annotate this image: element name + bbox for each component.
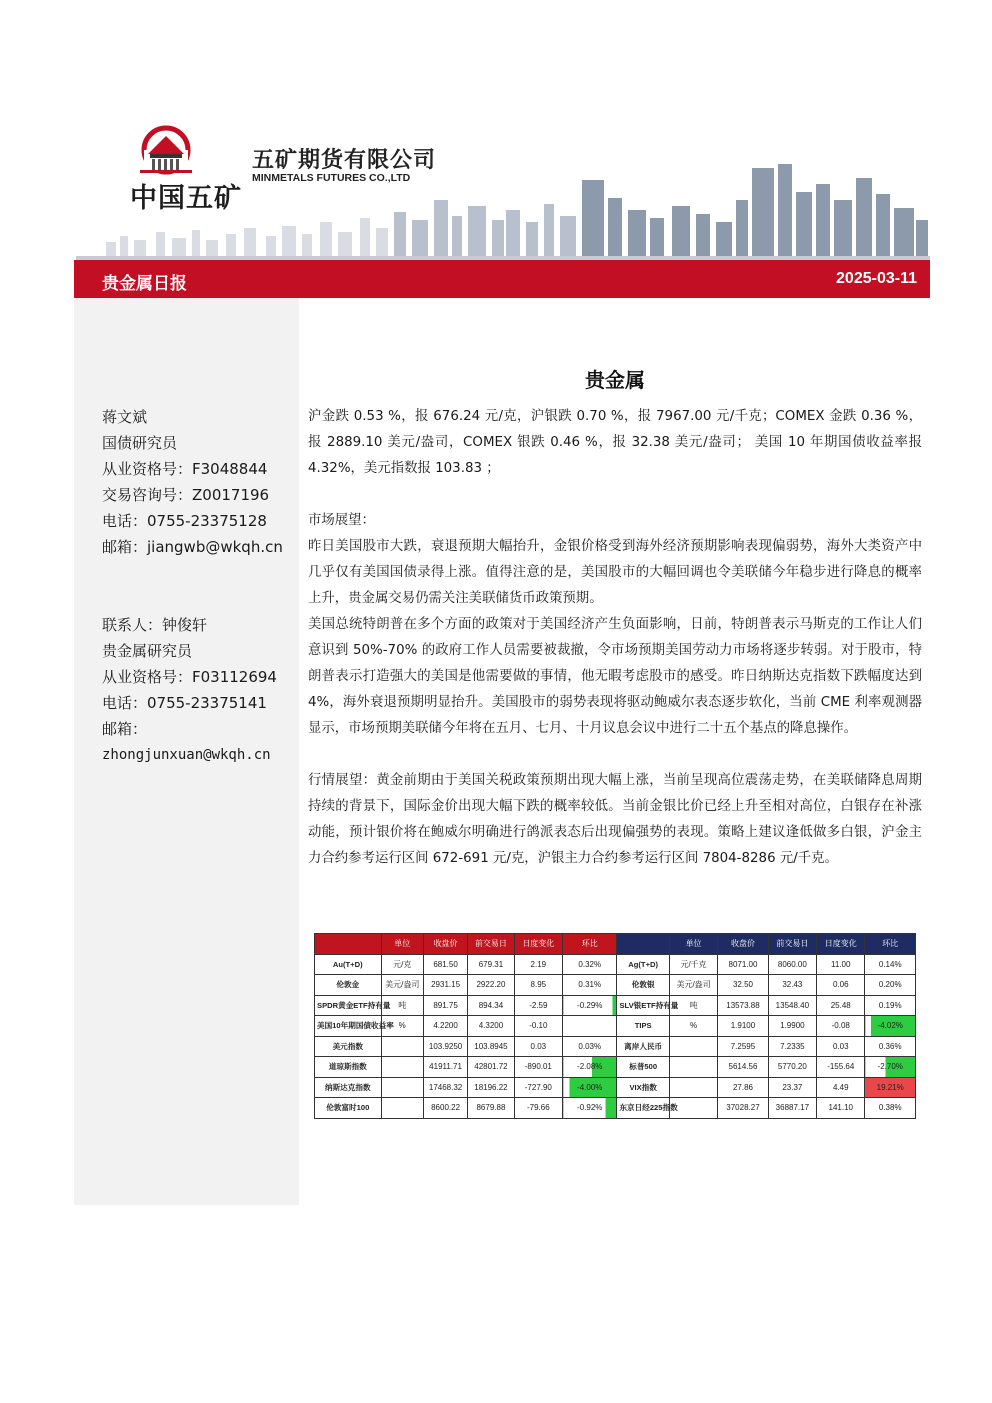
cell-change: 11.00 bbox=[817, 954, 865, 975]
cell-close: 17468.32 bbox=[423, 1077, 467, 1098]
header-blank-left bbox=[315, 934, 382, 955]
header-unit: 单位 bbox=[669, 934, 717, 955]
cell-change: -890.01 bbox=[514, 1057, 562, 1078]
cell-pct: 0.03% bbox=[563, 1036, 617, 1057]
report-banner bbox=[74, 260, 930, 298]
header-pct: 环比 bbox=[865, 934, 916, 955]
header-close: 收盘价 bbox=[718, 934, 768, 955]
paragraph-policy: 美国总统特朗普在多个方面的政策对于美国经济产生负面影响，日前，特朗普表示马斯克的工作让人们意识到 50%-70% 的政府工作人员需要被裁撤，令市场预期美国劳动力市场将逐步转弱。对于股市，特朗普表示打造强大的美国是他需要做的事情，他无暇考虑股市的感受。昨日纳斯达克指数下跌幅度达到 4%，海外衰退预期明显抬升。美国股市的弱势表现将驱动鲍威尔表态逐步软化，当前 CME 利率观测器显示，市场预期美联储今年将在五月、七月、十月议息会议中进行二十五个基点的降息操作。 bbox=[308, 617, 922, 736]
company-name-en: MINMETALS FUTURES CO.,LTD bbox=[252, 172, 411, 184]
header-change: 日度变化 bbox=[817, 934, 865, 955]
table-row bbox=[315, 1077, 916, 1098]
table-row bbox=[315, 1036, 916, 1057]
cell-pct: -2.70% bbox=[865, 1057, 916, 1078]
table-row bbox=[315, 1098, 916, 1119]
table-row bbox=[315, 975, 916, 996]
analyst-name: 蒋文斌 bbox=[102, 408, 148, 426]
cell-pct: -4.02% bbox=[865, 1016, 916, 1037]
analyst-phone: 电话：0755-23375128 bbox=[102, 512, 267, 530]
cell-prev: 18196.22 bbox=[468, 1077, 514, 1098]
cell-unit: 吨 bbox=[669, 995, 717, 1016]
cell-change: -0.08 bbox=[817, 1016, 865, 1037]
cell-close: 41911.71 bbox=[423, 1057, 467, 1078]
cell-close: 8600.22 bbox=[423, 1098, 467, 1119]
contact-phone: 电话：0755-23375141 bbox=[102, 694, 267, 712]
cell-name: SPDR黄金ETF持有量 bbox=[315, 995, 382, 1016]
cell-unit bbox=[381, 1077, 423, 1098]
cell-unit: % bbox=[381, 1016, 423, 1037]
cell-change: -0.10 bbox=[514, 1016, 562, 1037]
cell-close: 891.75 bbox=[423, 995, 467, 1016]
table-row bbox=[315, 1057, 916, 1078]
cell-pct: 0.14% bbox=[865, 954, 916, 975]
cell-name: 伦敦银 bbox=[617, 975, 669, 996]
cell-name: SLV银ETF持有量 bbox=[617, 995, 669, 1016]
header-close: 收盘价 bbox=[423, 934, 467, 955]
company-name-cn: 五矿期货有限公司 bbox=[252, 148, 437, 173]
cell-pct: 0.31% bbox=[563, 975, 617, 996]
cell-change: 141.10 bbox=[817, 1098, 865, 1119]
cell-change: 4.49 bbox=[817, 1077, 865, 1098]
cell-change: 0.03 bbox=[817, 1036, 865, 1057]
cell-close: 2931.15 bbox=[423, 975, 467, 996]
cell-prev: 36887.17 bbox=[768, 1098, 816, 1119]
cell-unit bbox=[381, 1057, 423, 1078]
cell-close: 103.9250 bbox=[423, 1036, 467, 1057]
cell-name: 标普500 bbox=[617, 1057, 669, 1078]
contact-email-label: 邮箱： bbox=[102, 720, 148, 738]
header-unit: 单位 bbox=[381, 934, 423, 955]
cell-unit: % bbox=[669, 1016, 717, 1037]
cell-pct: -0.29% bbox=[563, 995, 617, 1016]
cell-name: Ag(T+D) bbox=[617, 954, 669, 975]
outlook-label: 市场展望： bbox=[308, 513, 375, 528]
cell-unit: 元/千克 bbox=[669, 954, 717, 975]
cell-change: -2.59 bbox=[514, 995, 562, 1016]
report-date: 2025-03-11 bbox=[836, 270, 917, 287]
cell-name: TIPS bbox=[617, 1016, 669, 1037]
cell-prev: 13548.40 bbox=[768, 995, 816, 1016]
cell-name: 伦敦富时100 bbox=[315, 1098, 382, 1119]
header-blank-right bbox=[617, 934, 669, 955]
cell-close: 27.86 bbox=[718, 1077, 768, 1098]
cell-unit: 美元/盎司 bbox=[669, 975, 717, 996]
cell-unit bbox=[669, 1057, 717, 1078]
header-pct: 环比 bbox=[563, 934, 617, 955]
cell-close: 32.50 bbox=[718, 975, 768, 996]
cell-prev: 8060.00 bbox=[768, 954, 816, 975]
analyst-email[interactable]: 邮箱：jiangwb@wkqh.cn bbox=[102, 538, 283, 556]
cell-change: 25.48 bbox=[817, 995, 865, 1016]
cell-prev: 1.9900 bbox=[768, 1016, 816, 1037]
section-title: 贵金属 bbox=[585, 368, 645, 392]
cell-pct: 0.20% bbox=[865, 975, 916, 996]
cell-name: 东京日经225指数 bbox=[617, 1098, 669, 1119]
cell-unit: 吨 bbox=[381, 995, 423, 1016]
cell-prev: 4.3200 bbox=[468, 1016, 514, 1037]
market-data-table bbox=[314, 933, 916, 1119]
cell-name: 美元指数 bbox=[315, 1036, 382, 1057]
cell-change: -79.66 bbox=[514, 1098, 562, 1119]
cell-name: 离岸人民币 bbox=[617, 1036, 669, 1057]
contact-role: 贵金属研究员 bbox=[102, 642, 193, 660]
cell-name: 美国10年期国债收益率 bbox=[315, 1016, 382, 1037]
city-skyline-image bbox=[76, 160, 930, 260]
cell-prev: 23.37 bbox=[768, 1077, 816, 1098]
table-row bbox=[315, 954, 916, 975]
cell-unit bbox=[669, 1036, 717, 1057]
analyst-consult-number: 交易咨询号：Z0017196 bbox=[102, 486, 270, 504]
cell-pct: 0.19% bbox=[865, 995, 916, 1016]
cell-prev: 2922.20 bbox=[468, 975, 514, 996]
cell-pct: 19.21% bbox=[865, 1077, 916, 1098]
cell-prev: 32.43 bbox=[768, 975, 816, 996]
header-prev: 前交易日 bbox=[468, 934, 514, 955]
cell-pct: -4.00% bbox=[563, 1077, 617, 1098]
cell-change: 0.06 bbox=[817, 975, 865, 996]
paragraph-strategy: 行情展望：黄金前期由于美国关税政策预期出现大幅上涨，当前呈现高位震荡走势，在美联储降息周期持续的背景下，国际金价出现大幅下跌的概率较低。当前金银比价已经上升至相对高位，白银存在补涨动能，预计银价将在鲍威尔明确进行鸽派表态后出现偏强势的表现。策略上建议逢低做多白银，沪金主力合约参考运行区间 672-691 元/克，沪银主力合约参考运行区间 7804-8286 元/千克。 bbox=[308, 773, 922, 866]
header-prev: 前交易日 bbox=[768, 934, 816, 955]
contact-email[interactable]: zhongjunxuan@wkqh.cn bbox=[102, 747, 271, 763]
price-summary: 沪金跌 0.53 %，报 676.24 元/克，沪银跌 0.70 %，报 7967.00 元/千克；COMEX 金跌 0.36 %，报 2889.10 美元/盎司，COMEX 银跌 0.46 %，报 32.38 美元/盎司； 美国 10 年期国债收益率报 4.32%，美元指数报 103.83 ； bbox=[308, 409, 922, 476]
cell-unit: 元/克 bbox=[381, 954, 423, 975]
cell-pct: -2.08% bbox=[563, 1057, 617, 1078]
contact-license: 从业资格号：F03112694 bbox=[102, 668, 277, 686]
logo-text: 中国五矿 bbox=[130, 183, 242, 214]
cell-change: -727.90 bbox=[514, 1077, 562, 1098]
cell-name: 伦敦金 bbox=[315, 975, 382, 996]
cell-name: Au(T+D) bbox=[315, 954, 382, 975]
cell-prev: 8679.88 bbox=[468, 1098, 514, 1119]
cell-pct: 0.36% bbox=[865, 1036, 916, 1057]
analyst-license: 从业资格号：F3048844 bbox=[102, 460, 268, 478]
cell-prev: 7.2335 bbox=[768, 1036, 816, 1057]
cell-unit bbox=[381, 1036, 423, 1057]
cell-close: 5614.56 bbox=[718, 1057, 768, 1078]
cell-pct: -0.92% bbox=[563, 1098, 617, 1119]
analyst-role: 国债研究员 bbox=[102, 434, 178, 452]
cell-prev: 42801.72 bbox=[468, 1057, 514, 1078]
cell-close: 7.2595 bbox=[718, 1036, 768, 1057]
contact-name: 联系人：钟俊轩 bbox=[102, 616, 208, 634]
cell-close: 681.50 bbox=[423, 954, 467, 975]
table-row bbox=[315, 995, 916, 1016]
cell-prev: 894.34 bbox=[468, 995, 514, 1016]
cell-unit bbox=[381, 1098, 423, 1119]
table-row bbox=[315, 1016, 916, 1037]
cell-close: 13573.88 bbox=[718, 995, 768, 1016]
paragraph-market: 昨日美国股市大跌，衰退预期大幅抬升，金银价格受到海外经济预期影响表现偏弱势，海外大类资产中几乎仅有美国国债录得上涨。值得注意的是，美国股市的大幅回调也令美联储今年稳步进行降息的概率上升，贵金属交易仍需关注美联储货币政策预期。 bbox=[308, 539, 922, 606]
cell-prev: 103.8945 bbox=[468, 1036, 514, 1057]
cell-close: 1.9100 bbox=[718, 1016, 768, 1037]
cell-change: 2.19 bbox=[514, 954, 562, 975]
cell-close: 37028.27 bbox=[718, 1098, 768, 1119]
cell-pct bbox=[563, 1016, 617, 1037]
cell-unit: 美元/盎司 bbox=[381, 975, 423, 996]
cell-name: VIX指数 bbox=[617, 1077, 669, 1098]
cell-pct: 0.32% bbox=[563, 954, 617, 975]
cell-name: 纳斯达克指数 bbox=[315, 1077, 382, 1098]
cell-prev: 5770.20 bbox=[768, 1057, 816, 1078]
cell-unit bbox=[669, 1077, 717, 1098]
cell-name: 道琼斯指数 bbox=[315, 1057, 382, 1078]
cell-change: -155.64 bbox=[817, 1057, 865, 1078]
cell-pct: 0.38% bbox=[865, 1098, 916, 1119]
cell-change: 0.03 bbox=[514, 1036, 562, 1057]
cell-change: 8.95 bbox=[514, 975, 562, 996]
table-header-row bbox=[315, 934, 916, 955]
cell-close: 8071.00 bbox=[718, 954, 768, 975]
header-change: 日度变化 bbox=[514, 934, 562, 955]
report-title: 贵金属日报 bbox=[102, 274, 187, 294]
cell-close: 4.2200 bbox=[423, 1016, 467, 1037]
cell-prev: 679.31 bbox=[468, 954, 514, 975]
